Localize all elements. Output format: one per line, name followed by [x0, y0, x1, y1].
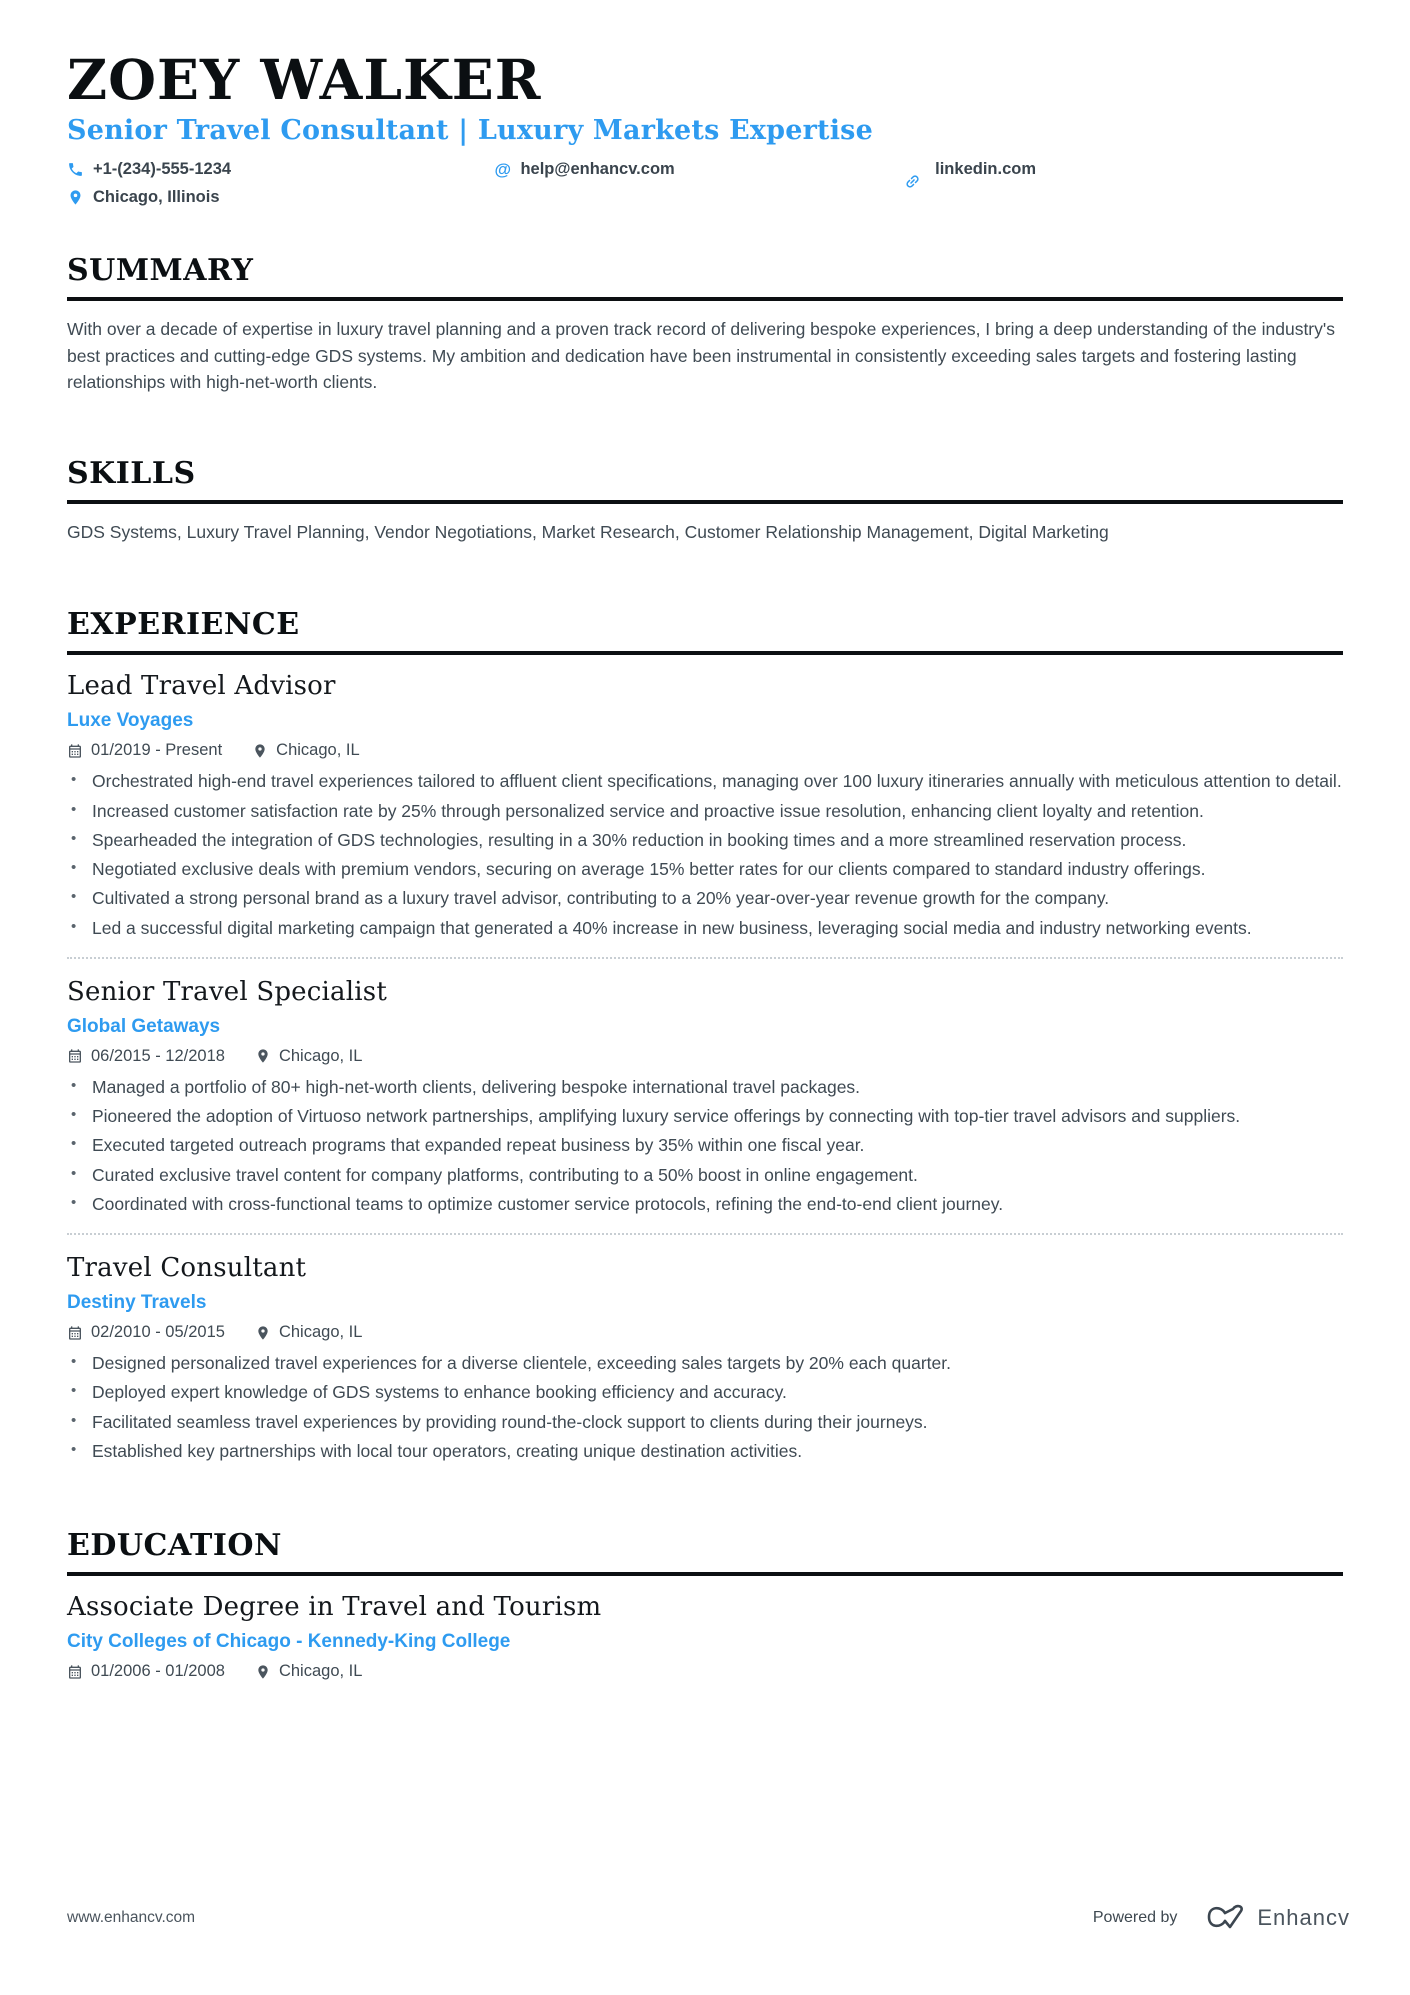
- job-bullets: [67, 1074, 1343, 1217]
- bullet-item: • Pioneered the adoption of Virtuoso network partnerships, amplifying luxury service offerings by connecting with top-tier travel advisors and suppliers.: [67, 1103, 1343, 1129]
- enhancv-logo-icon: [1203, 1903, 1247, 1933]
- page-footer: [67, 1903, 1350, 1933]
- job-bullets: [67, 768, 1343, 941]
- location-pin-icon: [255, 1325, 271, 1341]
- bullet-item: • Deployed expert knowledge of GDS systems to enhance booking efficiency and accuracy.: [67, 1379, 1343, 1405]
- date-range-item: [67, 1662, 225, 1681]
- link-icon: [909, 161, 926, 178]
- job-location: Chicago, IL: [276, 741, 360, 760]
- location-item: [252, 741, 359, 760]
- job-title: Travel Consultant: [67, 1253, 307, 1284]
- section-summary: [67, 253, 1343, 396]
- calendar-icon: [67, 1048, 83, 1064]
- experience-heading: EXPERIENCE: [67, 607, 1343, 655]
- bullet-item: • Established key partnerships with local tour operators, creating unique destination activities.: [67, 1438, 1343, 1464]
- entry-divider: [67, 957, 1343, 959]
- date-range-item: [67, 741, 222, 760]
- degree-title: Associate Degree in Travel and Tourism: [67, 1592, 602, 1623]
- location-pin-icon: [252, 743, 268, 759]
- section-education: [67, 1528, 1343, 1681]
- summary-text: With over a decade of expertise in luxury travel planning and a proven track record of delivering bespoke experiences, I bring a deep understanding of the industry's best practices and cutting-edge GDS systems. My ambition and dedication have been instrumental in consistently exceeding sales targets and fostering lasting relationships with high-net-worth clients.: [67, 319, 1335, 393]
- person-name: ZOEY WALKER: [67, 47, 542, 112]
- location-pin-icon: [67, 189, 84, 206]
- job-title: Lead Travel Advisor: [67, 671, 336, 702]
- location-item: [67, 188, 494, 207]
- powered-by-text: Powered by: [1092, 1909, 1178, 1926]
- entry-divider: [67, 1233, 1343, 1235]
- date-range-item: [67, 1323, 225, 1342]
- calendar-icon: [67, 1664, 83, 1680]
- bullet-item: • Designed personalized travel experiences for a diverse clientele, exceeding sales targets by 20% each quarter.: [67, 1350, 1343, 1376]
- job-location: Chicago, IL: [278, 1046, 363, 1065]
- company-name: Global Getaways: [67, 1015, 221, 1037]
- skills-text: GDS Systems, Luxury Travel Planning, Vendor Negotiations, Market Research, Customer Relationship Management, Digital Marketing: [67, 521, 1109, 542]
- job-title: Senior Travel Specialist: [67, 976, 387, 1007]
- bullet-item: • Negotiated exclusive deals with premium vendors, securing on average 15% better rates for our clients compared to standard industry offerings.: [67, 856, 1343, 882]
- date-range-item: [67, 1047, 225, 1066]
- bullet-item: • Coordinated with cross-functional teams to optimize customer service protocols, refining the end-to-end client journey.: [67, 1191, 1343, 1217]
- calendar-icon: [67, 743, 83, 759]
- company-name: Luxe Voyages: [67, 710, 194, 732]
- summary-heading: SUMMARY: [67, 253, 1343, 301]
- contact-info: [67, 160, 1343, 207]
- job-meta: [67, 1047, 1343, 1066]
- bullet-item: • Cultivated a strong personal brand as a luxury travel advisor, contributing to a 20% year-over-year revenue growth for the company.: [67, 885, 1343, 911]
- date-range: 02/2010 - 05/2015: [91, 1323, 225, 1342]
- school-name: City Colleges of Chicago - Kennedy-King College: [67, 1631, 511, 1653]
- phone-icon: [67, 161, 84, 178]
- enhancv-site-link[interactable]: www.enhancv.com: [67, 1909, 196, 1926]
- linkedin-link[interactable]: [909, 160, 1343, 179]
- enhancv-brand-name: Enhancv: [1257, 1905, 1350, 1930]
- experience-entry: [67, 961, 1343, 1217]
- bullet-item: • Spearheaded the integration of GDS technologies, resulting in a 30% reduction in booking times and a more streamlined reservation process.: [67, 827, 1343, 853]
- email-address: help@enhancv.com: [520, 160, 675, 178]
- education-location: Chicago, IL: [278, 1662, 363, 1681]
- calendar-icon: [67, 1325, 83, 1341]
- location-item: [255, 1047, 362, 1066]
- enhancv-brand: [1203, 1903, 1350, 1933]
- date-range: 01/2006 - 01/2008: [91, 1662, 225, 1681]
- company-name: Destiny Travels: [67, 1292, 207, 1314]
- location-pin-icon: [255, 1664, 271, 1680]
- experience-entry: [67, 655, 1343, 941]
- bullet-item: • Led a successful digital marketing campaign that generated a 40% increase in new business, leveraging social media and industry networking events.: [67, 915, 1343, 941]
- bullet-item: • Curated exclusive travel content for company platforms, contributing to a 50% boost in online engagement.: [67, 1162, 1343, 1188]
- education-entry: [67, 1576, 1343, 1681]
- location-text: Chicago, Illinois: [93, 188, 220, 206]
- bullet-item: • Orchestrated high-end travel experiences tailored to affluent client specifications, managing over 100 luxury itineraries annually with meticulous attention to detail.: [67, 768, 1343, 794]
- job-meta: [67, 741, 1343, 760]
- section-skills: [67, 456, 1343, 546]
- bullet-item: • Executed targeted outreach programs that expanded repeat business by 35% within one fiscal year.: [67, 1132, 1343, 1158]
- location-pin-icon: [255, 1048, 271, 1064]
- section-experience: [67, 607, 1343, 1464]
- date-range: 06/2015 - 12/2018: [91, 1046, 225, 1065]
- resume-header: [67, 47, 1343, 207]
- experience-entry: [67, 1237, 1343, 1464]
- at-icon: @: [494, 160, 512, 179]
- education-meta: [67, 1662, 1343, 1681]
- email-link[interactable]: [494, 160, 909, 179]
- location-item: [255, 1323, 362, 1342]
- bullet-item: • Managed a portfolio of 80+ high-net-worth clients, delivering bespoke international travel packages.: [67, 1074, 1343, 1100]
- phone-link[interactable]: [67, 160, 494, 179]
- location-item: [255, 1662, 362, 1681]
- phone-number: +1-(234)-555-1234: [93, 160, 232, 178]
- job-meta: [67, 1323, 1343, 1342]
- education-heading: EDUCATION: [67, 1528, 1343, 1576]
- bullet-item: • Increased customer satisfaction rate by 25% through personalized service and proactive issue resolution, enhancing client loyalty and retention.: [67, 798, 1343, 824]
- powered-by-lockup: [1093, 1903, 1350, 1933]
- job-location: Chicago, IL: [278, 1323, 363, 1342]
- linkedin-url: linkedin.com: [935, 160, 1036, 178]
- job-bullets: [67, 1350, 1343, 1464]
- bullet-item: • Facilitated seamless travel experiences by providing round-the-clock support to clients during their journeys.: [67, 1409, 1343, 1435]
- date-range: 01/2019 - Present: [91, 741, 223, 760]
- skills-heading: SKILLS: [67, 456, 1343, 504]
- person-headline: Senior Travel Consultant | Luxury Markets Expertise: [67, 115, 873, 146]
